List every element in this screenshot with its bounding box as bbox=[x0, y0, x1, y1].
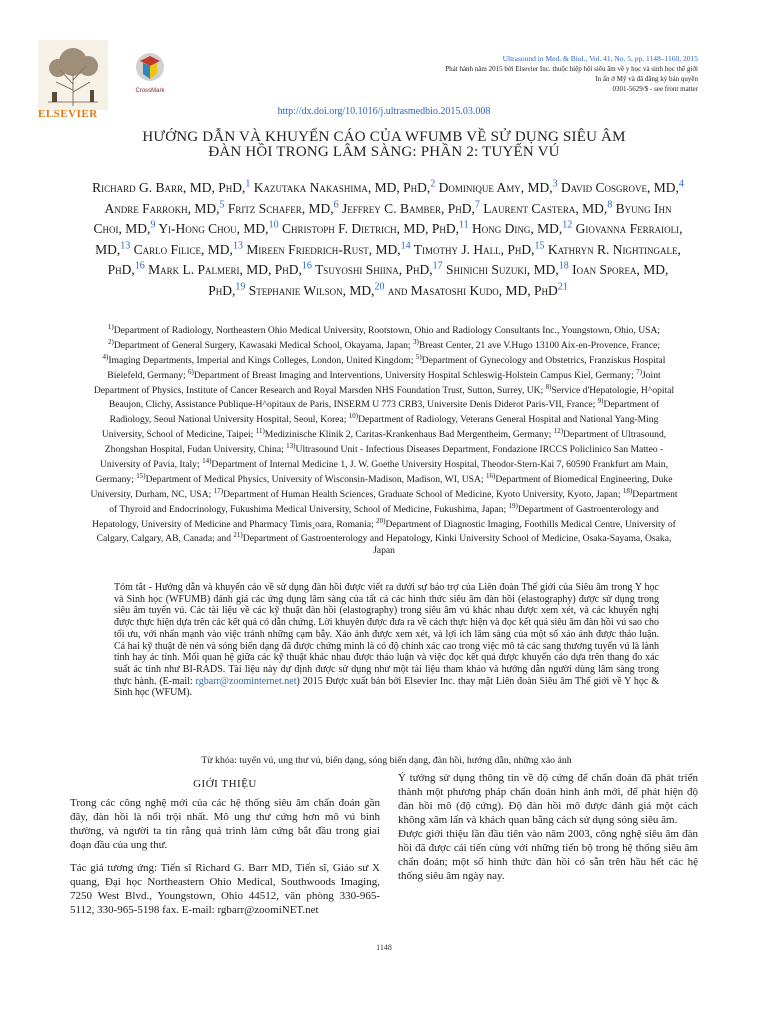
body-paragraph: Trong các công nghệ mới của các hệ thống siêu âm chẩn đoán gần đây, đàn hồi là nổi trội nhất. Mô ung thư cứng hơn mô vú bình thường, và người ta tin rằng quá trình làm cứng bắt đầu trong giai đoạn đầu của ung thư. bbox=[70, 797, 380, 851]
journal-citation[interactable]: Ultrasound in Med. & Biol., Vol. 41, No. 5, pp. 1148–1160, 2015 bbox=[502, 54, 698, 63]
title-line-2: ĐÀN HỒI TRONG LÂM SÀNG: PHẦN 2: TUYẾN VÚ bbox=[208, 144, 560, 160]
author-affiliation-marker[interactable]: 14 bbox=[400, 240, 411, 251]
affiliation-text: Department of Radiology, Northeastern Ohio Medical University, Rootstown, Ohio and Radiology Consultants Inc., Youngstown, Ohio, USA; bbox=[113, 325, 661, 337]
author-name: Carlo Filice, MD, bbox=[133, 241, 233, 257]
body-column-left bbox=[70, 796, 380, 926]
author-name: Mark L. Palmeri, MD, PhD, bbox=[148, 262, 302, 277]
author-affiliation-marker[interactable]: 16 bbox=[301, 260, 312, 272]
author-name: Laurent Castera, MD, bbox=[483, 200, 608, 216]
author-affiliation-marker[interactable]: 3 bbox=[552, 178, 558, 190]
affiliation-marker: 21) bbox=[233, 531, 243, 540]
affiliation-text: Department of Gastroenterology and Hepatology, Kinki University School of Medicine, Osaka-Sayama, Osaka, Japan bbox=[242, 533, 672, 557]
author-affiliation-marker[interactable]: 16 bbox=[134, 260, 145, 272]
author-name: Kazutaka Nakashima, MD, PhD, bbox=[253, 180, 431, 195]
author-name: Shinichi Suzuki, MD, bbox=[445, 262, 559, 277]
abstract-text-end: ) 2015 Được xuất bản bởi Elsevier Inc. thay mặt Liên đoàn Siêu âm Thế giới về Y học & Sinh học (WFUM). bbox=[114, 675, 659, 699]
author-affiliation-marker[interactable]: 12 bbox=[562, 219, 573, 231]
affiliation-marker: 17) bbox=[213, 486, 224, 495]
author-list bbox=[92, 178, 684, 301]
affiliation-list bbox=[88, 322, 680, 557]
author-name: Richard G. Barr, MD, PhD, bbox=[92, 180, 246, 195]
affiliation-marker: 8) bbox=[545, 382, 552, 391]
author-affiliation-marker[interactable]: 2 bbox=[430, 178, 436, 190]
author-affiliation-marker[interactable]: 19 bbox=[235, 281, 246, 292]
affiliation-text: Service d'Hepatologie, H^opital Beaujon, Clichy, Assistance Publique-H^opitaux de Paris, INSERM U 773 CRB3, Universite Denis Diderot Paris-VII, France; bbox=[108, 384, 675, 411]
affiliation-text: Medizinische Klinik 2, Caritas-Krankenhaus Bad Mergentheim, Germany; bbox=[264, 429, 552, 441]
affiliation-marker: 7) bbox=[636, 367, 643, 376]
affiliation-marker: 20) bbox=[376, 516, 386, 525]
affiliation-text: Department of Gynecology and Obstetrics, Franziskus Hospital Bielefeld, Germany; bbox=[107, 354, 666, 381]
affiliation-marker: 16) bbox=[485, 471, 496, 480]
author-affiliation-marker[interactable]: 11 bbox=[458, 219, 469, 231]
affiliation-marker: 13) bbox=[286, 442, 296, 451]
author-affiliation-marker[interactable]: 1 bbox=[245, 178, 251, 190]
affiliation-text: Department of Radiology, Seoul National University Hospital, Seoul, Korea; bbox=[109, 399, 660, 426]
keywords: Từ khóa: tuyến vú, ung thư vú, biến dạng, sóng biến dạng, đàn hồi, hướng dẫn, những xảo ảnh bbox=[201, 755, 572, 766]
author-affiliation-marker[interactable]: 13 bbox=[232, 240, 243, 251]
print-note: In ấn ở Mỹ và đã đăng ký bản quyền bbox=[595, 75, 698, 83]
author-name: Yi-Hong Chou, MD, bbox=[158, 221, 269, 236]
affiliation-marker: 10) bbox=[348, 412, 359, 421]
affiliation-marker: 1) bbox=[107, 323, 114, 331]
section-heading-introduction: GIỚI THIỆU bbox=[193, 778, 257, 790]
affiliation-marker: 3) bbox=[413, 337, 419, 346]
author-name: Dominique Amy, MD, bbox=[438, 180, 553, 195]
affiliation-marker: 4) bbox=[102, 352, 109, 361]
affiliation-text: Department of Thyroid and Endocrinology, Fukushima Medical University, School of Medicine, Fukushima, Japan; bbox=[109, 488, 678, 515]
affiliation-text: Department of Human Health Sciences, Graduate School of Medicine, Kyoto University, Kyoto, Japan; bbox=[223, 488, 621, 500]
affiliation-text: Imaging Departments, Imperial and Kings Colleges, London, United Kingdom; bbox=[108, 354, 414, 366]
author-name: Giovanna Ferraioli, MD, bbox=[95, 221, 683, 257]
affiliation-text: Breast Center, 21 ave V.Hugo 13100 Aix-en-Provence, France; bbox=[418, 340, 661, 352]
author-name: and Masatoshi Kudo, MD, PhD bbox=[387, 282, 558, 298]
elsevier-logo-text: ELSEVIER bbox=[38, 108, 98, 120]
author-name: David Cosgrove, MD, bbox=[561, 180, 679, 195]
affiliation-marker: 18) bbox=[622, 486, 633, 495]
affiliation-marker: 15) bbox=[136, 471, 146, 480]
affiliation-text: Department of Internal Medicine 1, J. W. Goethe University Hospital, Theodor-Stern-Kai 7, 60590 Frankfurt am Main, Germany; bbox=[95, 459, 668, 486]
body-paragraph: Được giới thiệu lần đầu tiên vào năm 2003, công nghệ siêu âm đàn hồi đã được cải tiến cùng với những tiến bộ trong hệ thống siêu âm chẩn đoán; một số hình thức đàn hồi có sẵn trên hầu hết các hệ thống siêu âm ngày nay. bbox=[398, 828, 698, 882]
issn-note: 0301-5629/$ - see front matter bbox=[612, 85, 698, 93]
abstract bbox=[114, 582, 659, 699]
author-name: Kathryn R. Nightingale, PhD, bbox=[107, 241, 681, 277]
author-name: Christoph F. Dietrich, MD, PhD, bbox=[281, 221, 459, 236]
affiliation-text: Department of Biomedical Engineering, Duke University, Durham, NC, USA; bbox=[90, 474, 673, 500]
author-affiliation-marker[interactable]: 21 bbox=[557, 281, 568, 292]
author-name: Andre Farrokh, MD, bbox=[104, 200, 220, 216]
affiliation-text: Department of Medical Physics, University of Wisconsin-Madison, Madison, WI, USA; bbox=[145, 474, 484, 486]
page-number: 1148 bbox=[376, 943, 392, 952]
affiliation-text: Department of Diagnostic Imaging, Foothills Medical Centre, University of Calgary, Calgary, AB, Canada; and bbox=[96, 518, 676, 545]
author-affiliation-marker[interactable]: 6 bbox=[333, 199, 339, 210]
publication-note: Phát hành năm 2015 bởi Elsevier Inc. thuộc hiệp hội siêu âm về y học và sinh học thế giới bbox=[445, 65, 698, 73]
author-affiliation-marker[interactable]: 7 bbox=[474, 199, 480, 210]
author-name: Hong Ding, MD, bbox=[471, 221, 563, 236]
affiliation-marker: 5) bbox=[415, 352, 422, 361]
author-affiliation-marker[interactable]: 15 bbox=[534, 240, 545, 251]
author-affiliation-marker[interactable]: 18 bbox=[558, 260, 569, 272]
crossmark-label: CrossMark bbox=[135, 88, 165, 94]
affiliation-text: Department of Breast Imaging and Interventions, University Hospital Schleswig-Holstein Campus Kiel, Germany; bbox=[193, 369, 634, 381]
author-name: Stephanie Wilson, MD, bbox=[248, 282, 375, 298]
author-affiliation-marker[interactable]: 5 bbox=[219, 199, 225, 210]
corresponding-author-note: Tác giả tương ứng: Tiến sĩ Richard G. Barr MD, Tiến sĩ, Giáo sư X quang, Đại học Northeastern Ohio Medical, Southwoods Imaging, 7250 West Blvd., Youngstown, Ohio 44512, văn phòng 330-965-5112, 330-965-5198 fax. E-mail: rgbarr@zoomiNET.net bbox=[70, 862, 380, 916]
author-name: Byung Ihn Choi, MD, bbox=[93, 200, 672, 236]
author-name: Tsuyoshi Shiina, PhD, bbox=[315, 262, 433, 277]
affiliation-text: Department of Gastroenterology and Hepatology, University of Medicine and Pharmacy Timis¸oara, Romania; bbox=[92, 503, 659, 530]
author-name: Jeffrey C. Bamber, PhD, bbox=[342, 200, 475, 216]
body-paragraph: Ý tưởng sử dụng thông tin về độ cứng để chẩn đoán đã phát triển thành một phương pháp chẩn đoán hình ảnh mới, để phát hiện độ đàn hồi mô (độ cứng). Độ đàn hồi mô được đánh giá một cách không xâm lấn và khách quan bằng cách sử dụng sóng siêu âm. bbox=[398, 772, 698, 826]
affiliation-marker: 6) bbox=[188, 367, 194, 376]
affiliation-marker: 19) bbox=[508, 501, 518, 510]
elsevier-tree-logo bbox=[38, 40, 108, 110]
affiliation-marker: 9) bbox=[597, 397, 604, 406]
affiliation-text: Department of Radiology, Veterans General Hospital and National Yang-Ming University, School of Medicine, Taipei; bbox=[101, 414, 659, 441]
author-affiliation-marker[interactable]: 4 bbox=[678, 178, 684, 190]
affiliation-text: Joint Department of Physics, Institute of Cancer Research and Royal Marsden NHS Foundation Trust, Sutton, Surrey, UK; bbox=[93, 369, 661, 396]
affiliation-text: Ultrasound Unit - Infectious Diseases Department, Fondazione IRCCS Policlinico San Matteo - University of Pavia, Italy; bbox=[100, 444, 664, 471]
affiliation-text: Department of General Surgery, Kawasaki Medical School, Okayama, Japan; bbox=[113, 340, 411, 352]
affiliation-marker: 11) bbox=[255, 427, 265, 436]
author-affiliation-marker[interactable]: 20 bbox=[374, 281, 385, 292]
author-name: Timothy J. Hall, PhD, bbox=[413, 241, 535, 257]
author-affiliation-marker[interactable]: 13 bbox=[120, 240, 131, 251]
crossmark-badge[interactable] bbox=[132, 52, 168, 94]
body-column-right bbox=[398, 771, 698, 883]
paper-title bbox=[80, 130, 688, 160]
affiliation-marker: 12) bbox=[553, 427, 564, 436]
author-affiliation-marker[interactable]: 8 bbox=[607, 199, 613, 210]
author-affiliation-marker[interactable]: 10 bbox=[268, 219, 279, 231]
crossmark-icon bbox=[135, 52, 165, 82]
title-line-1: HƯỚNG DẪN VÀ KHUYẾN CÁO CỦA WFUMB VỀ SỬ DỤNG SIÊU ÂM bbox=[142, 129, 626, 145]
author-name: Mireen Friedrich-Rust, MD, bbox=[246, 241, 401, 257]
abstract-text: Tóm tắt - Hướng dẫn và khuyến cáo về sử dụng đàn hồi được viết ra dưới sự bảo trợ của Liên đoàn Thế giới của Siêu âm trong Y học và Sinh học (WFUMB) đánh giá các ứng dụng lâm sàng của tất cả các hình thức siêu âm đàn hồi (elastography) được sử dụng trong siêu âm tuyến vú. Các tài liệu về các kỹ thuật đàn hồi (elastography) trong siêu âm vú khác nhau được xem xét, và các khuyến nghị được thực hiện dựa trên các kết quả có dẫn chứng. Lời khuyên được đưa ra về cách thực hiện và đọc kết quả siêu âm đàn hồi vú sao cho tối ưu, với nhấn mạnh vào việc tránh những cạm bẫy. Xảo ảnh được xem xét, và lợi ích lâm sàng của một số xảo ảnh được thảo luận. Cả hai kỹ thuật đè nén và sóng biến dạng đã được chứng minh là có độ chính xác cao trong việc mô tả các sang thương tuyến vú là lành tính hay ác tính. Mối quan hệ giữa các kỹ thuật khác nhau được thảo luận và việc đọc kết quả được khuyến cáo dựa trên thang đo xác suất ác tính như BI-RADS. Tài liệu này dự định được sử dụng như một tài liệu tham khảo và hướng dẫn người dùng lâm sàng trong thực hành. (E-mail: bbox=[114, 582, 659, 687]
author-name: Fritz Schafer, MD, bbox=[227, 200, 334, 216]
author-affiliation-marker[interactable]: 17 bbox=[432, 260, 443, 272]
author-name: Ioan Sporea, MD, PhD, bbox=[208, 262, 669, 298]
affiliation-marker: 14) bbox=[202, 457, 212, 466]
affiliation-marker: 2) bbox=[107, 337, 114, 346]
author-affiliation-marker[interactable]: 9 bbox=[150, 219, 156, 231]
affiliation-text: Department of Ultrasound, Zhongshan Hospital, Fudan University, China; bbox=[104, 429, 667, 456]
abstract-email-link[interactable]: rgbarr@zoominternet.net bbox=[195, 675, 297, 687]
doi-link[interactable]: http://dx.doi.org/10.1016/j.ultrasmedbio.2015.03.008 bbox=[277, 106, 491, 117]
